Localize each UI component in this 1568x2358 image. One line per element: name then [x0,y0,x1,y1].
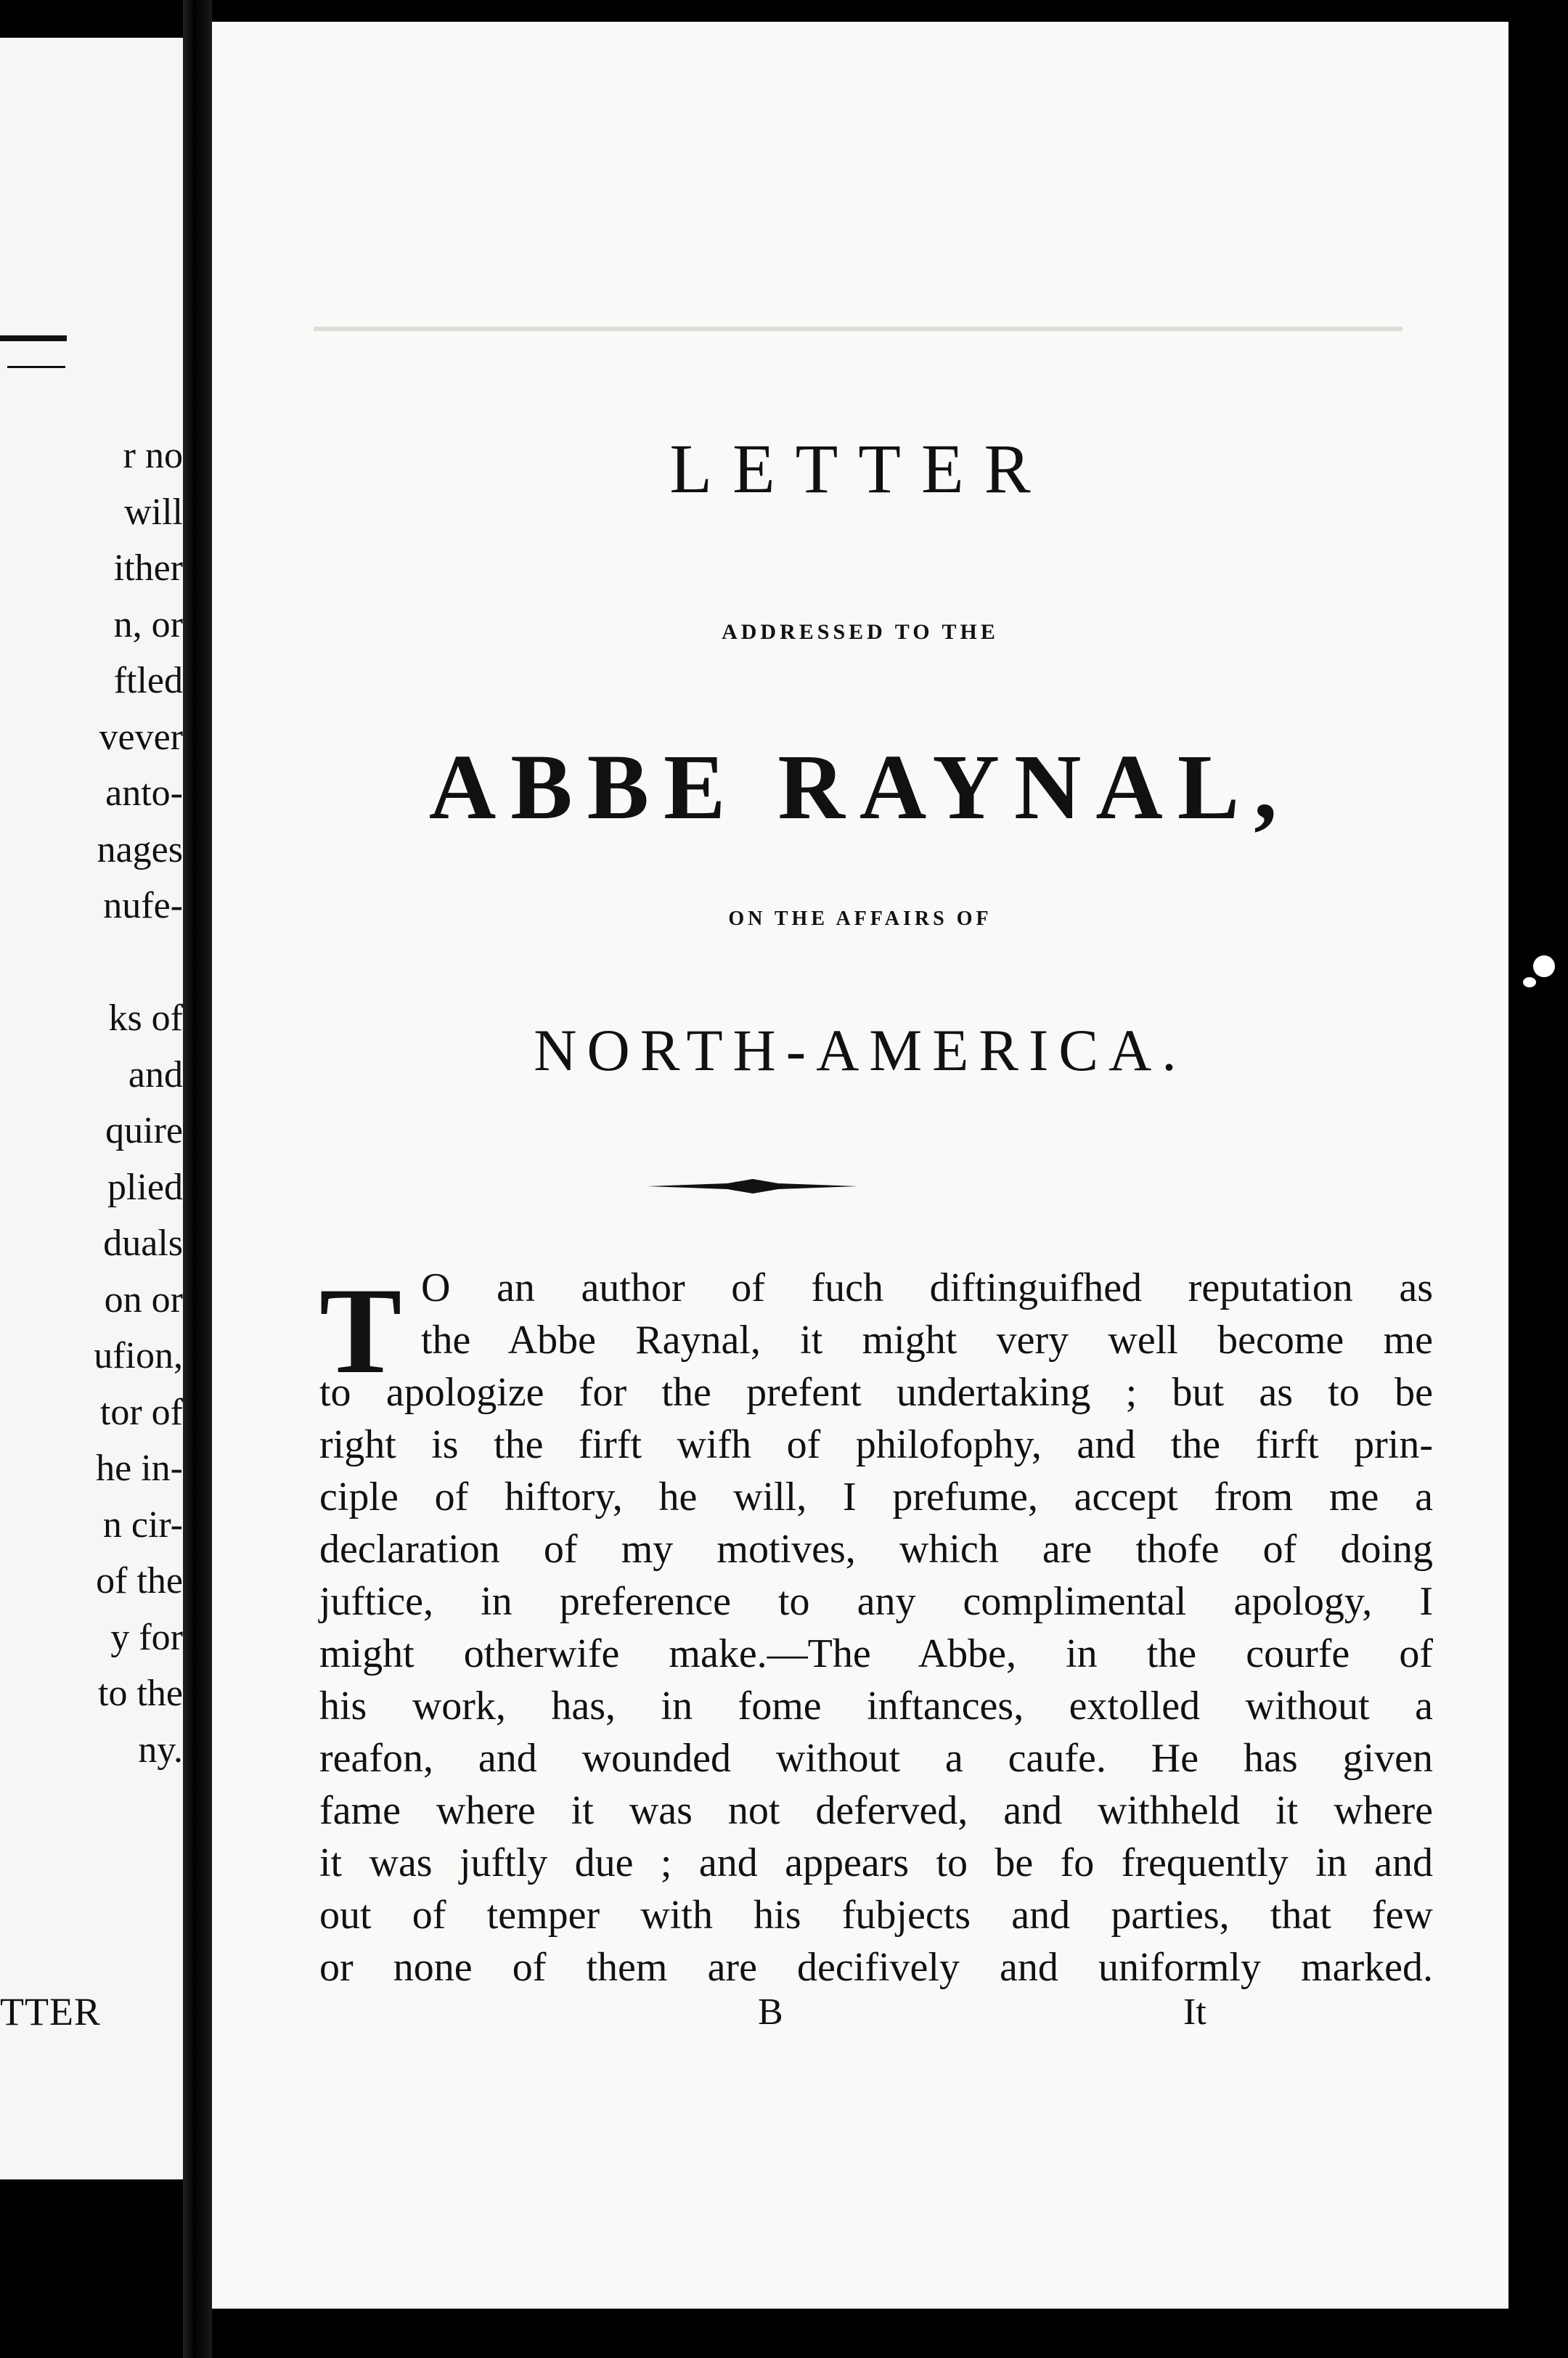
body-line: right is the firft wifh of philofophy, and the firft prin- [319,1422,1433,1467]
body-line: ciple of hiftory, he will, I prefume, accept from me a [319,1474,1433,1519]
body-line: declaration of my motives, which are thofe of doing [319,1527,1433,1572]
body-line: out of temper with his fubjects and parties, that few [319,1893,1433,1938]
left-page-line: n cir- [102,1504,183,1546]
left-page-line: plied [107,1166,183,1208]
title-letter: LETTER [669,430,1051,507]
drop-cap: T [319,1262,402,1399]
left-page-line: duals [103,1223,183,1264]
left-page-line: he in- [96,1448,183,1489]
left-page-line: tor of [99,1391,183,1433]
left-page-line: and [128,1053,183,1096]
title-addressed-line: ADDRESSED TO THE [722,620,999,644]
bleed-through-header [430,254,1228,276]
left-page-line: nages [97,828,183,870]
left-page-line: will [124,491,183,533]
body-line: O an author of fuch diftinguifhed reputation as [421,1265,1433,1310]
scan-speck [1523,977,1536,987]
book-gutter [183,0,212,2358]
body-line: the Abbe Raynal, it might very well become me [421,1318,1433,1363]
ornamental-rule [648,1179,858,1194]
left-page-line: r no [123,435,183,476]
left-page-line: ftled [113,660,183,701]
title-name: ABBE RAYNAL, [428,735,1292,839]
left-page-line: vever [99,716,183,758]
left-page-line: of the [96,1560,183,1602]
bleed-through-rule [314,327,1402,331]
right-page [212,22,1508,2309]
body-line: juftice, in preference to any complimental apology, I [319,1579,1433,1624]
signature-mark: B [758,1991,783,2033]
left-page-line: to the [98,1673,183,1714]
title-place: NORTH-AMERICA. [534,1017,1187,1083]
left-page-text [0,38,183,2179]
body-line: might otherwife make.—The Abbe, in the courfe of [319,1631,1433,1676]
catchword: It [1183,1991,1206,2033]
body-line: it was juftly due ; and appears to be fo frequently in and [319,1840,1433,1885]
left-page-line: ks of [108,998,183,1039]
left-page-line: quire [105,1110,183,1151]
left-facing-page [0,38,183,2179]
body-paragraph [319,1262,1433,1994]
left-page-line: y for [110,1616,183,1658]
body-line: reafon, and wounded without a caufe. He has given [319,1736,1433,1781]
left-page-line: ny. [138,1729,183,1771]
title-affairs-line: ON THE AFFAIRS OF [728,907,992,930]
body-line: to apologize for the prefent undertaking ; but as to be [319,1370,1433,1415]
scan-speck [1533,955,1555,977]
left-page-line: ither [113,547,183,589]
left-page-line: nufe- [103,885,183,926]
left-page-line: ufion, [94,1335,183,1376]
left-page-catchword: TTER [0,1990,101,2033]
left-page-line: n, or [113,603,183,645]
left-page-line: anto- [105,772,183,814]
body-line: fame where it was not deferved, and withheld it where [319,1788,1433,1833]
body-line: or none of them are decifively and uniformly marked. [319,1945,1433,1990]
body-line: his work, has, in fome inftances, extolled without a [319,1684,1433,1729]
left-page-line: on or [104,1278,183,1321]
